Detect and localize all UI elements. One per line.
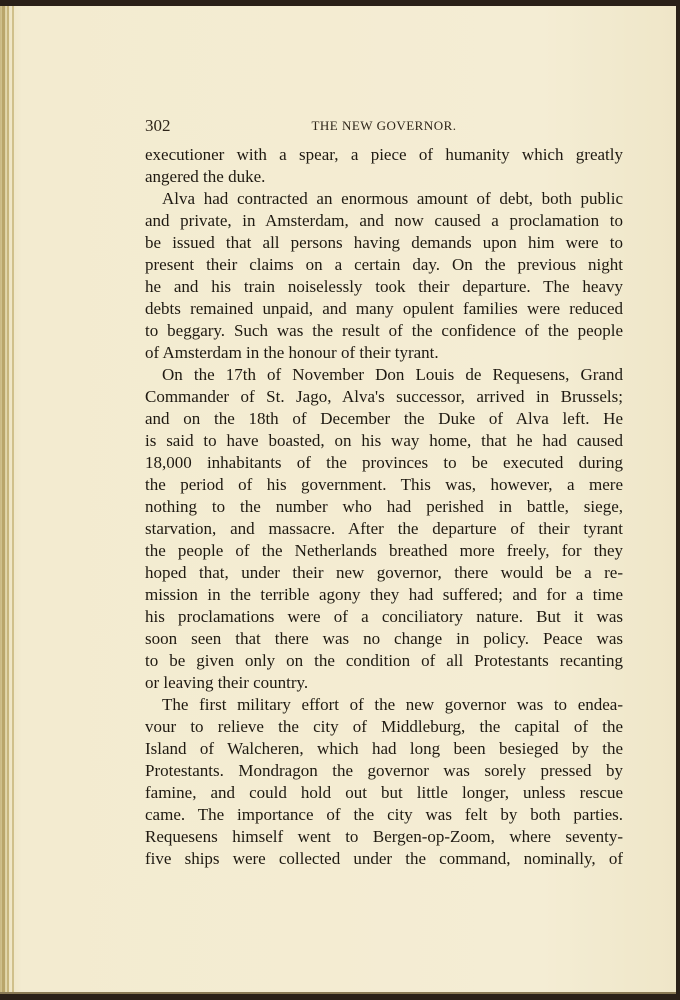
paragraph [145,188,623,364]
text-line: vour to relieve the city of Middleburg, the capital of the [145,717,623,736]
paragraph [145,144,623,188]
text-line: to beggary. Such was the result of the confidence of the people [145,321,623,340]
running-title: THE NEW GOVERNOR. [311,118,457,133]
paragraph [145,364,623,694]
text-line: The first military effort of the new governor was to endea- [162,695,623,714]
text-line: the period of his government. This was, however, a mere [145,475,623,494]
text-line: starvation, and massacre. After the departure of their tyrant [145,519,623,538]
text-line: mission in the terrible agony they had suffered; and for a time [145,585,623,604]
text-line: and private, in Amsterdam, and now caused a proclamation to [145,211,623,230]
text-line: angered the duke. [145,167,266,186]
text-line: and on the 18th of December the Duke of Alva left. He [145,409,623,428]
text-line: soon seen that there was no change in policy. Peace was [145,629,623,648]
text-line: Protestants. Mondragon the governor was sorely pressed by [145,761,623,780]
text-line: Commander of St. Jago, Alva's successor, arrived in Brussels; [145,387,623,406]
text-line: 18,000 inhabitants of the provinces to be executed during [145,453,623,472]
text-line: Alva had contracted an enormous amount of debt, both public [162,189,623,208]
text-line: five ships were collected under the command, nominally, of [145,849,623,868]
text-line: came. The importance of the city was felt by both parties. [145,805,623,824]
text-line: debts remained unpaid, and many opulent families were reduced [145,299,623,318]
text-line: executioner with a spear, a piece of humanity which greatly [145,145,623,164]
text-line: hoped that, under their new governor, there would be a re- [145,563,623,582]
running-head [145,116,623,136]
text-line: On the 17th of November Don Louis de Requesens, Grand [162,365,623,384]
body-text [145,144,623,870]
paragraph [145,694,623,870]
text-line: or leaving their country. [145,673,309,692]
text-line: famine, and could hold out but little longer, unless rescue [145,783,623,802]
text-line: Island of Walcheren, which had long been besieged by the [145,739,623,758]
text-line: nothing to the number who had perished in battle, siege, [145,497,623,516]
text-line: Requesens himself went to Bergen-op-Zoom, where seventy- [145,827,623,846]
text-line: his proclamations were of a conciliatory nature. But it was [145,607,623,626]
text-line: he and his train noiselessly took their departure. The heavy [145,277,623,296]
text-line: the people of the Netherlands breathed more freely, for they [145,541,623,560]
page-edge-line [2,6,5,992]
text-line: of Amsterdam in the honour of their tyrant. [145,343,439,362]
page-edge-line [7,6,9,992]
page-edge-line [12,6,14,992]
text-line: be issued that all persons having demands upon him were to [145,233,623,252]
text-line: is said to have boasted, on his way home, that he had caused [145,431,623,450]
text-line: present their claims on a certain day. On the previous night [145,255,623,274]
text-line: to be given only on the condition of all Protestants recanting [145,651,623,670]
page-number: 302 [145,116,171,135]
